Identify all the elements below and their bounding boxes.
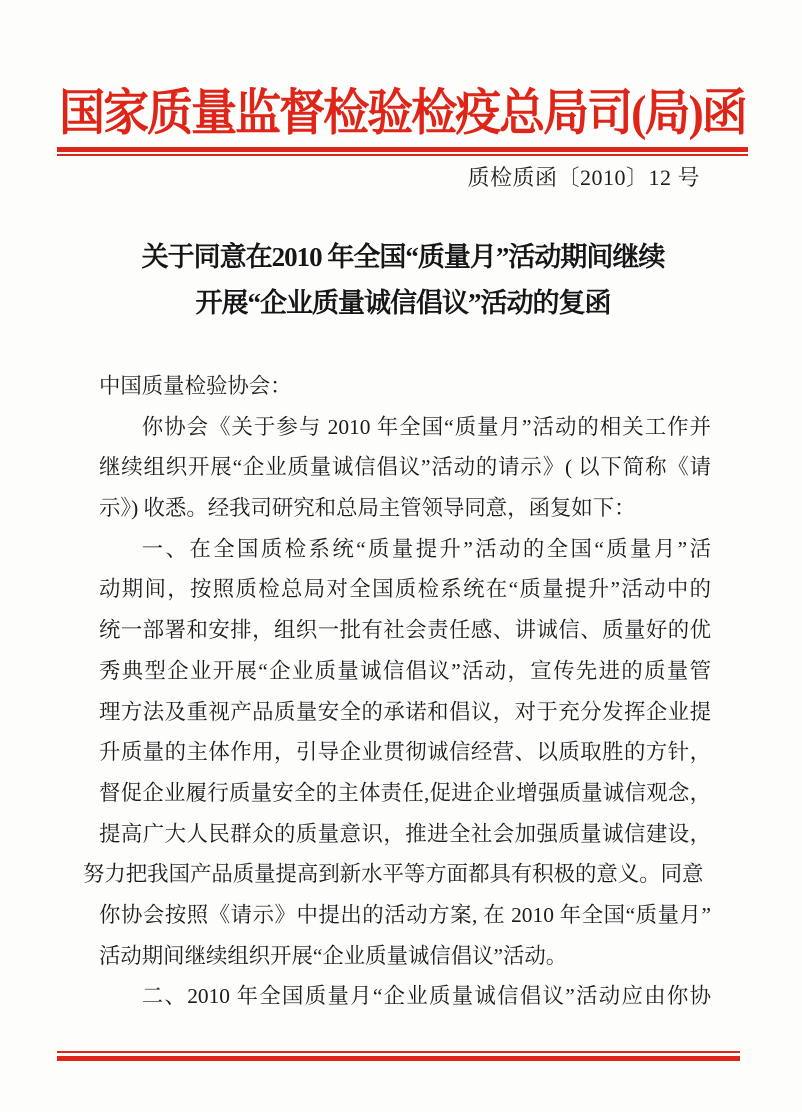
body-line: 提高广大人民群众的质量意识，推进全社会加强质量诚信建设，	[99, 821, 711, 846]
body-line: 动期间，按照质检总局对全国质检系统在“质量提升”活动中的	[99, 577, 711, 602]
body-line: 努力把我国产品质量提高到新水平等方面都具有积极的意义。同意	[83, 862, 703, 887]
body-line: 中国质量检验协会：	[99, 374, 292, 398]
body-line: 示》) 收悉。经我司研究和总局主管领导同意，函复如下：	[99, 496, 636, 521]
subject-line-1: 关于同意在2010 年全国“质量月”活动期间继续	[141, 242, 665, 272]
document-body	[83, 366, 711, 1017]
body-line: 升质量的主体作用，引导企业贯彻诚信经营、以质取胜的方针，	[99, 740, 711, 765]
letterhead-separator-rule	[57, 147, 748, 156]
document-reference-number: 质检质函〔2010〕12 号	[467, 165, 700, 190]
letterhead-issuer-title: 国家质量监督检验检疫总局司(局)函	[59, 85, 746, 141]
body-line: 统一部署和安排，组织一批有社会责任感、讲诚信、质量好的优	[99, 618, 711, 643]
body-line: 二、2010 年全国质量月“企业质量诚信倡议”活动应由你协	[141, 984, 711, 1009]
rule-thin-bar	[57, 154, 748, 156]
body-line: 督促企业履行质量安全的主体责任,促进企业增强质量诚信观念，	[99, 780, 711, 805]
document-subject-title	[80, 234, 726, 326]
body-line: 一、在全国质检系统“质量提升”活动的全国“质量月”活	[141, 536, 711, 561]
body-line: 活动期间继续组织开展“企业质量诚信倡议”活动。	[99, 943, 568, 968]
body-line: 你协会《关于参与 2010 年全国“质量月”活动的相关工作并	[141, 414, 711, 439]
subject-line-2: 开展“企业质量诚信倡议”活动的复函	[195, 288, 611, 318]
body-line: 理方法及重视产品质量安全的承诺和倡议，对于充分发挥企业提	[99, 699, 711, 724]
body-line: 秀典型企业开展“企业质量诚信倡议”活动，宣传先进的质量管	[99, 658, 711, 683]
body-line: 继续组织开展“企业质量诚信倡议”活动的请示》( 以下简称《请	[99, 455, 711, 480]
rule-thick-bar	[57, 1056, 740, 1061]
page-footer-rule	[57, 1051, 740, 1061]
body-line: 你协会按照《请示》中提出的活动方案, 在 2010 年全国“质量月”	[99, 902, 711, 927]
